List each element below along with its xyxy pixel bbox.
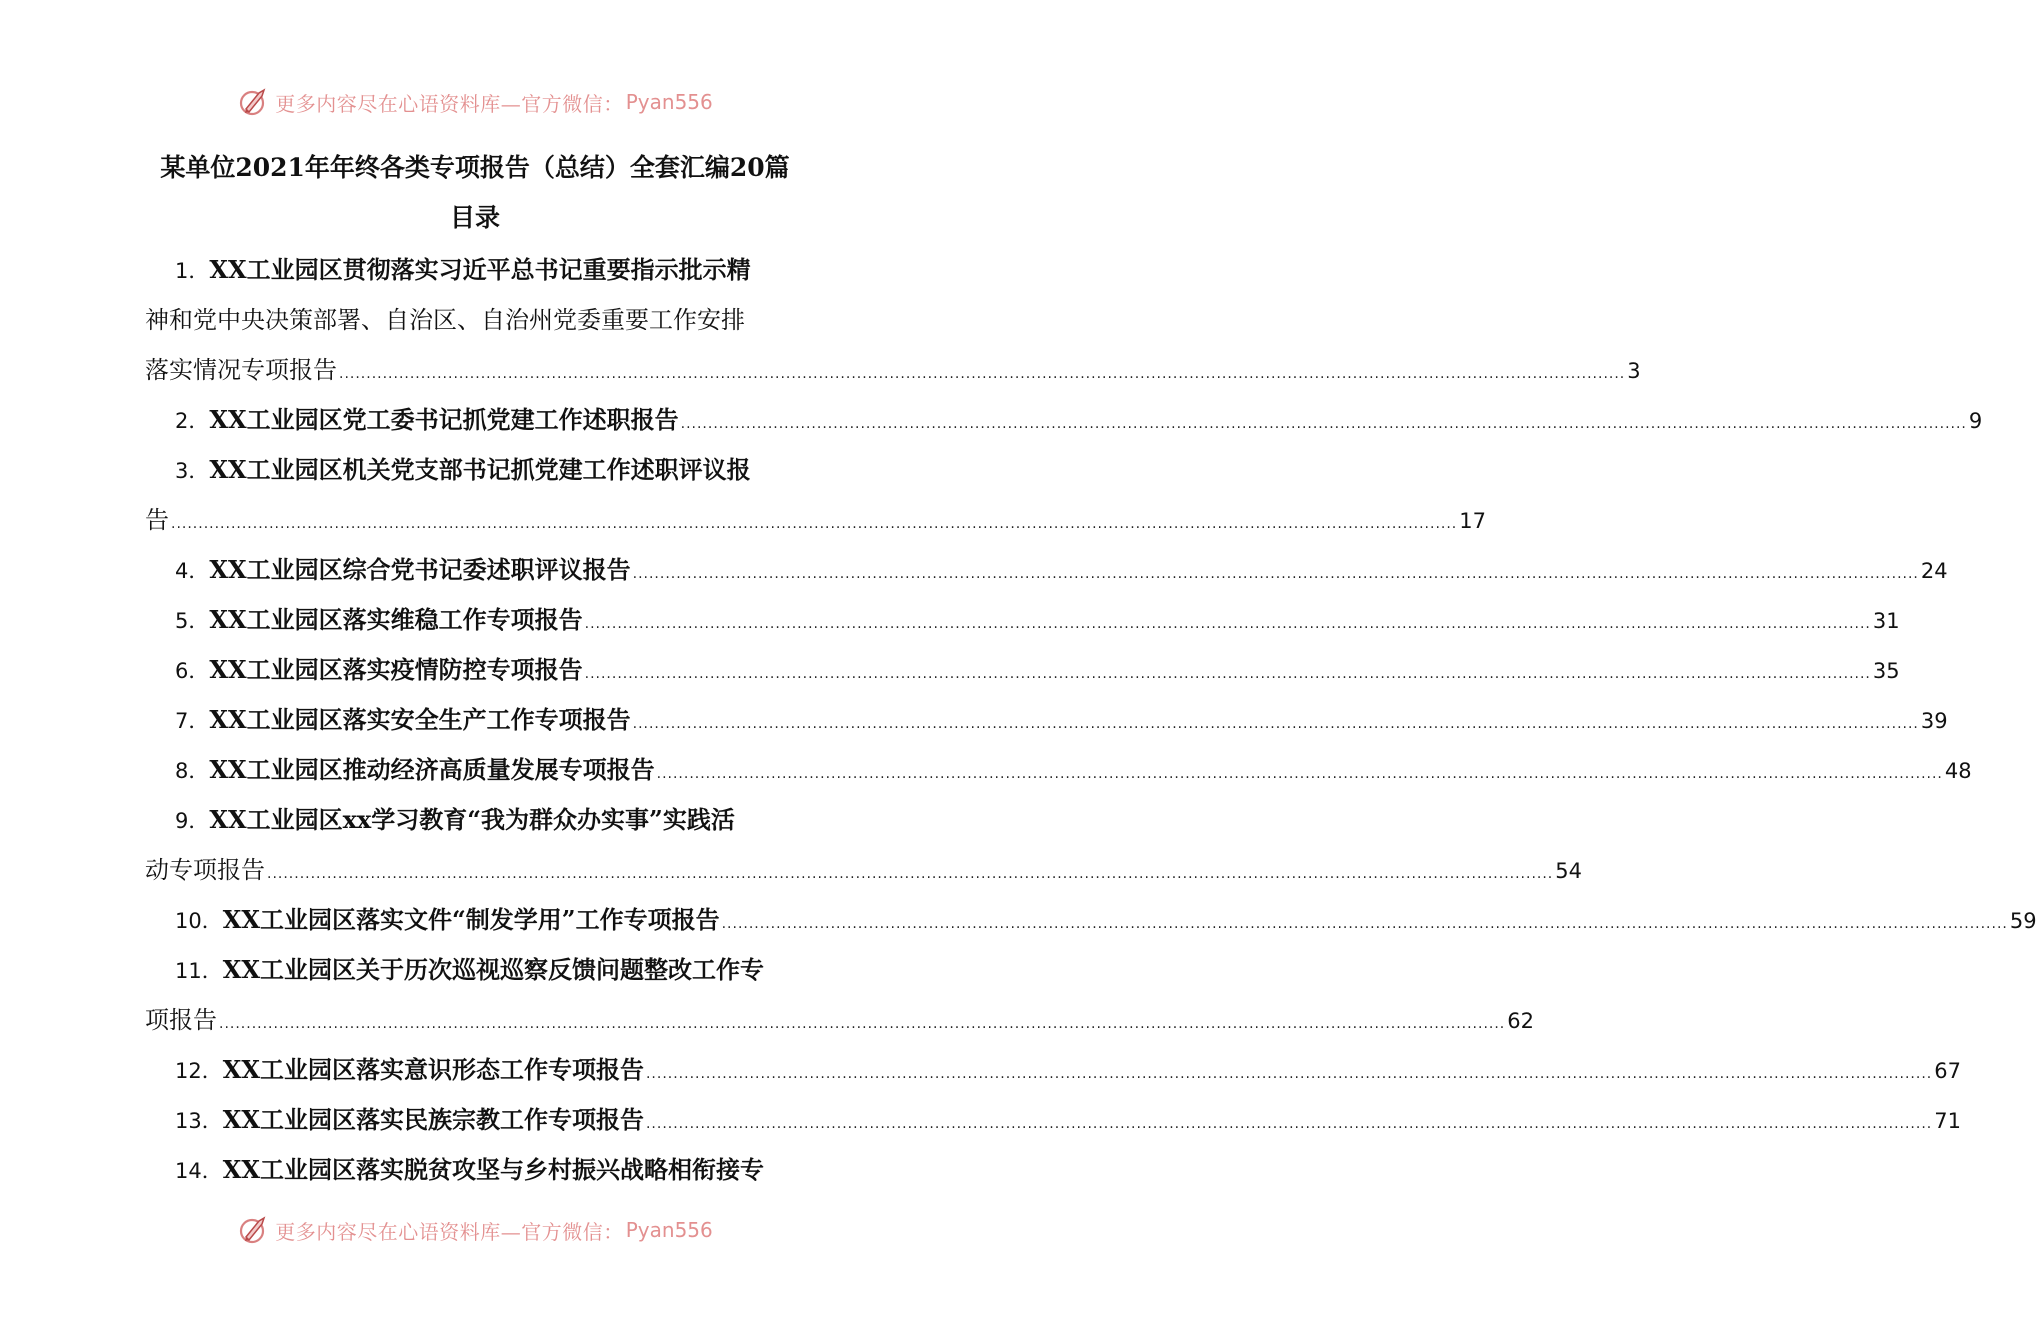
toc-entry-1[interactable] xyxy=(145,245,859,295)
toc-leader-dots: ............................................................................................................................................................................................................................................ xyxy=(267,866,1554,882)
toc-entry-title: XX工业园区落实民族宗教工作专项报告 xyxy=(222,1105,644,1134)
toc-leader-dots: ............................................................................................................................................................................................................................................ xyxy=(219,1016,1506,1032)
toc-page-number: 62 xyxy=(1507,1009,1534,1033)
toc-entry-number: 7． xyxy=(175,709,210,733)
toc-entry-title: XX工业园区xx学习教育“我为群众办实事”实践活 xyxy=(209,805,735,834)
toc-page-number: 39 xyxy=(1920,709,1948,733)
toc-page-number: 3 xyxy=(1627,359,1641,383)
toc-entry-6[interactable] xyxy=(145,645,1900,695)
toc-entry-3[interactable] xyxy=(145,445,859,495)
toc-entry-12[interactable] xyxy=(145,1045,1961,1095)
toc-page-number: 9 xyxy=(1968,409,1983,433)
toc-entry-13[interactable] xyxy=(145,1095,1961,1145)
toc-leader-dots: ............................................................................................................................................................................................................................................ xyxy=(645,1066,1933,1082)
toc-entry-title: 神和党中央决策部署、自治区、自治州党委重要工作安排 xyxy=(145,306,745,334)
watermark-wechat-id: Pyan556 xyxy=(625,1218,713,1242)
watermark-header xyxy=(0,82,950,122)
toc-leader-dots: ............................................................................................................................................................................................................................................ xyxy=(656,766,1943,782)
pen-logo-icon xyxy=(237,85,271,119)
watermark-wechat-id: Pyan556 xyxy=(625,90,713,114)
toc-page-number: 71 xyxy=(1934,1109,1961,1133)
toc-entry-title: XX工业园区落实安全生产工作专项报告 xyxy=(209,705,631,734)
toc-leader-dots: ............................................................................................................................................................................................................................................ xyxy=(721,916,2008,932)
pen-logo-icon xyxy=(237,1213,271,1247)
toc-page-number: 67 xyxy=(1934,1059,1961,1083)
toc-entry-title: 项报告 xyxy=(145,1006,217,1034)
toc-entry-number: 5． xyxy=(175,609,210,633)
toc-entry-14[interactable] xyxy=(145,1145,859,1195)
toc-page-number: 24 xyxy=(1920,559,1948,583)
toc-entry-title: XX工业园区贯彻落实习近平总书记重要指示批示精 xyxy=(209,255,751,284)
toc-entry-9[interactable] xyxy=(145,795,859,845)
toc-entry-number: 2． xyxy=(175,409,210,433)
toc-page-number: 17 xyxy=(1459,509,1486,533)
toc-entry-title: XX工业园区推动经济高质量发展专项报告 xyxy=(209,755,655,784)
toc-entry-2[interactable] xyxy=(145,395,1983,445)
toc-entry-title: 落实情况专项报告 xyxy=(145,356,337,384)
toc-leader-dots: ............................................................................................................................................................................................................................................ xyxy=(680,416,1967,432)
toc-entry-number: 9． xyxy=(175,809,210,833)
toc-entry-number: 13． xyxy=(175,1109,223,1133)
toc-entry-1-continued[interactable] xyxy=(145,295,859,345)
toc-leader-dots: ............................................................................................................................................................................................................................................ xyxy=(645,1116,1933,1132)
toc-entry-number: 6． xyxy=(175,659,210,683)
toc-page-number: 54 xyxy=(1555,859,1582,883)
toc-entry-number: 11． xyxy=(175,959,223,983)
watermark-footer xyxy=(0,1210,950,1250)
toc-entry-number: 14． xyxy=(175,1159,223,1183)
toc-entry-3-continued[interactable] xyxy=(145,495,1486,545)
toc-entry-9-continued[interactable] xyxy=(145,845,1582,895)
toc-entry-number: 8． xyxy=(175,759,210,783)
toc-page-number: 48 xyxy=(1944,759,1972,783)
toc-entry-title: XX工业园区机关党支部书记抓党建工作述职评议报 xyxy=(209,455,751,484)
toc-entry-title: XX工业园区落实脱贫攻坚与乡村振兴战略相衔接专 xyxy=(222,1155,764,1184)
toc-entry-title: XX工业园区综合党书记委述职评议报告 xyxy=(209,555,631,584)
toc-entry-title: XX工业园区落实意识形态工作专项报告 xyxy=(222,1055,644,1084)
toc-entry-10[interactable] xyxy=(145,895,2037,945)
toc-entry-4[interactable] xyxy=(145,545,1948,595)
toc-page-number: 31 xyxy=(1872,609,1900,633)
toc-entry-7[interactable] xyxy=(145,695,1948,745)
toc-heading: 目录 xyxy=(449,203,500,232)
toc-entry-title: XX工业园区关于历次巡视巡察反馈问题整改工作专 xyxy=(222,955,764,984)
table-of-contents xyxy=(145,245,2037,1195)
document-title: 某单位2021年年终各类专项报告（总结）全套汇编20篇 xyxy=(160,153,790,182)
toc-entry-number: 1． xyxy=(175,259,210,283)
toc-leader-dots: ............................................................................................................................................................................................................................................ xyxy=(632,566,1919,582)
toc-leader-dots: ............................................................................................................................................................................................................................................ xyxy=(339,366,1626,382)
toc-entry-11[interactable] xyxy=(145,945,859,995)
watermark-text: 更多内容尽在心语资料库—官方微信： xyxy=(275,1219,624,1244)
toc-leader-dots: ............................................................................................................................................................................................................................................ xyxy=(632,716,1919,732)
toc-entry-number: 4． xyxy=(175,559,210,583)
toc-page-number: 59 xyxy=(2009,909,2037,933)
toc-leader-dots: ............................................................................................................................................................................................................................................ xyxy=(171,516,1458,532)
toc-entry-8[interactable] xyxy=(145,745,1972,795)
toc-page-number: 35 xyxy=(1872,659,1900,683)
toc-leader-dots: ............................................................................................................................................................................................................................................ xyxy=(584,666,1871,682)
toc-entry-title: 告 xyxy=(145,506,169,534)
toc-entry-number: 12． xyxy=(175,1059,223,1083)
toc-entry-5[interactable] xyxy=(145,595,1900,645)
toc-entry-1-continued[interactable] xyxy=(145,345,1641,395)
toc-entry-title: XX工业园区党工委书记抓党建工作述职报告 xyxy=(209,405,679,434)
toc-entry-title: XX工业园区落实文件“制发学用”工作专项报告 xyxy=(222,905,720,934)
toc-entry-title: 动专项报告 xyxy=(145,856,265,884)
toc-entry-11-continued[interactable] xyxy=(145,995,1534,1045)
toc-entry-number: 3． xyxy=(175,459,210,483)
toc-entry-number: 10． xyxy=(175,909,223,933)
toc-leader-dots: ............................................................................................................................................................................................................................................ xyxy=(584,616,1871,632)
toc-entry-title: XX工业园区落实维稳工作专项报告 xyxy=(209,605,583,634)
watermark-text: 更多内容尽在心语资料库—官方微信： xyxy=(275,91,624,116)
toc-entry-title: XX工业园区落实疫情防控专项报告 xyxy=(209,655,583,684)
